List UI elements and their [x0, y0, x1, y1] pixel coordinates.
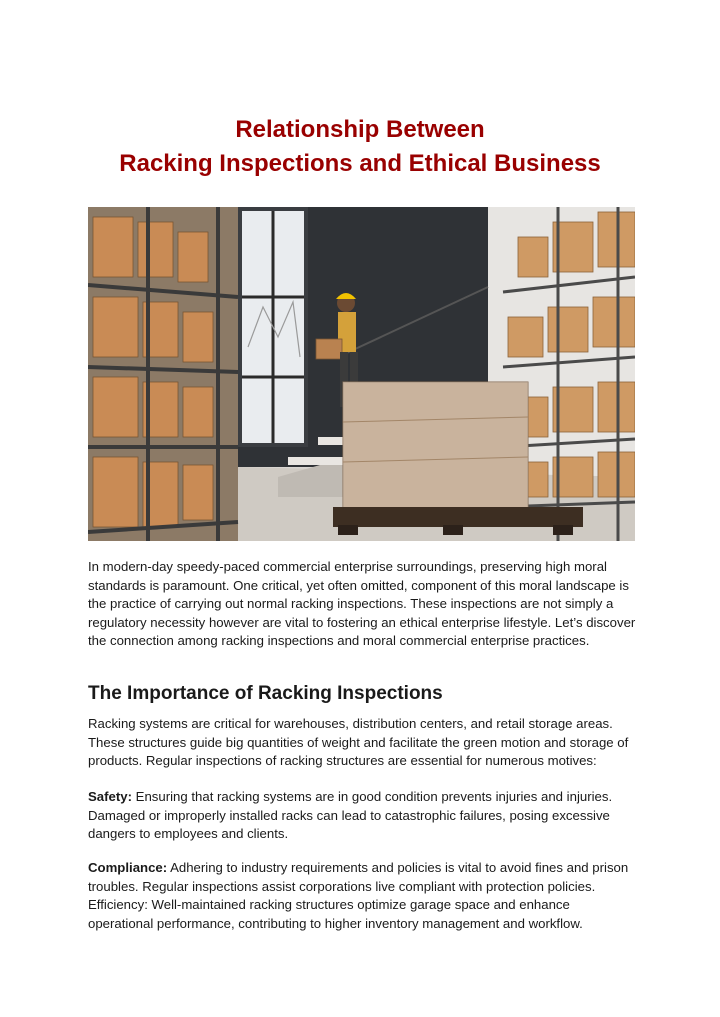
compliance-paragraph — [88, 859, 636, 933]
page-title-line-2: Racking Inspections and Ethical Business — [119, 150, 601, 177]
intro-paragraph: In modern-day speedy-paced commercial enterprise surroundings, preserving high moral standards is paramount. One critical, yet often omitted, component of this moral landscape is the practice of carrying out normal racking inspections. These inspections are not simply a regulatory necessity however are vital to fostering an ethical enterprise lifestyle. Let’s discover the connection among racking inspections and moral commercial enterprise practices. — [88, 559, 636, 648]
page-title-line-1: Relationship Between — [235, 116, 485, 143]
safety-label: Safety: — [88, 789, 132, 804]
compliance-label: Compliance: — [88, 860, 168, 875]
page-title — [0, 113, 720, 181]
warehouse-photo — [88, 207, 635, 541]
safety-paragraph — [88, 788, 636, 844]
compliance-text: Adhering to industry requirements and policies is vital to avoid fines and prison troubles. Regular inspections assist corporations live compliant with protection policies. Efficiency: Well-maintained racking structures optimize garage space and enhance operational performance, contributing to higher inventory management and workflow. — [88, 860, 629, 931]
safety-text: Ensuring that racking systems are in good condition prevents injuries and injuries. Damaged or improperly installed racks can lead to catastrophic failures, posing excessive dangers to employees and clients. — [88, 789, 613, 841]
section-heading: The Importance of Racking Inspections — [88, 683, 443, 704]
section-paragraph: Racking systems are critical for warehouses, distribution centers, and retail storage areas. These structures guide big quantities of weight and facilitate the green motion and storage of products. Regular inspections of racking structures are essential for numerous motives: — [88, 716, 629, 768]
